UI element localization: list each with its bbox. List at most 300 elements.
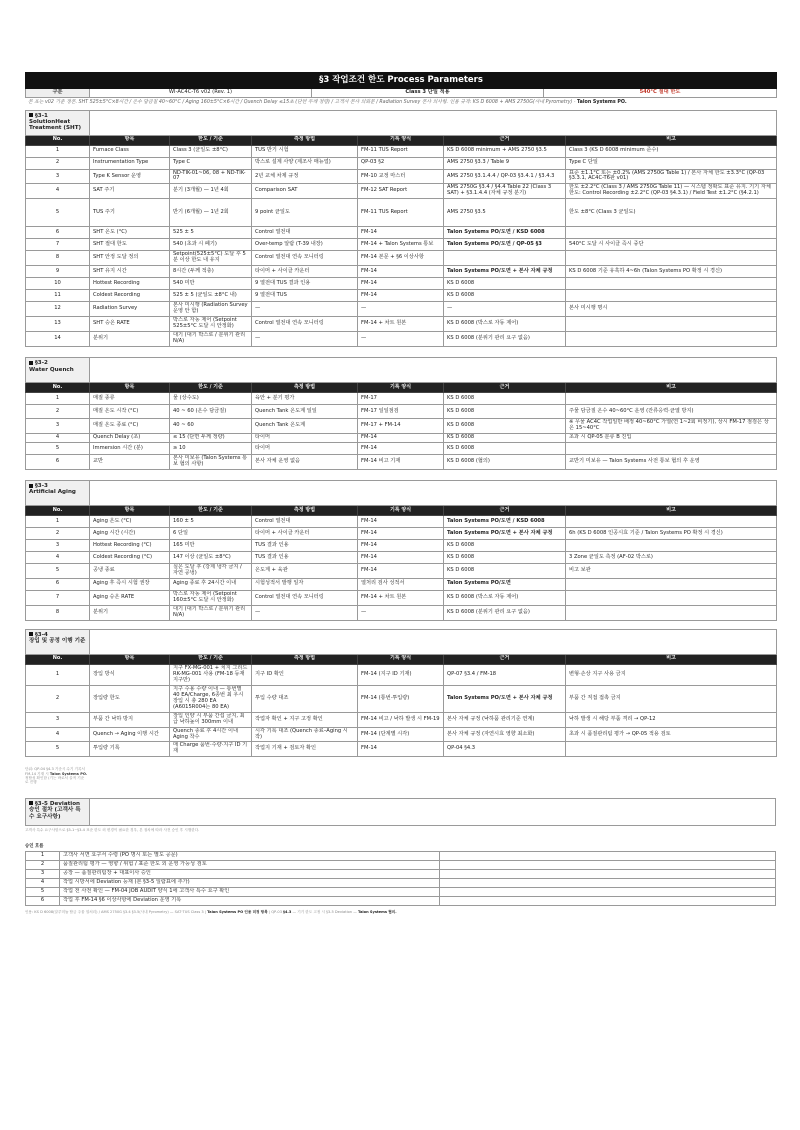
page-title: §3 작업조건 한도 Process Parameters <box>26 73 777 89</box>
remark-cell: 낙하 발생 시 해당 부품 격리 → QP-12 <box>566 712 777 727</box>
approval-row <box>26 888 776 897</box>
limit-cell: 박스로 자동 제어 (Setpoint 525±5°C 도달 시 안정화) <box>170 317 252 332</box>
top-note: 본 표는 v02 기준 정본. SHT 525±5°C×8시간 / 온수 담금질 40~60°C / Aging 160±5°C×6시간 / Quench Delay ≤15초 (단면 두께 정량) / 고객사 본사 의뢰분 / Radiation Survey 본사 의사형. 인용 규격: KS D 6008 + AMS 2750G(사내 Pyrometry) · Talon Systems PO. <box>28 100 627 105</box>
row-number: 13 <box>26 317 90 332</box>
limit-cell: 실온 도달 후 (강제 냉각 금지 / 자연 공냉) <box>170 564 252 579</box>
column-header: 비고 <box>566 383 777 393</box>
section-header <box>26 110 90 135</box>
method-cell: — <box>252 332 358 347</box>
form-cell: FM-14 <box>358 742 444 757</box>
column-header: 근거 <box>444 383 566 393</box>
column-header: 측정 방법 <box>252 506 358 516</box>
form-cell: FM-14 + 차트 원본 <box>358 590 444 605</box>
method-cell: 시각 기록 대조 (Quench 종료–Aging 시작) <box>252 727 358 742</box>
item-cell: 매질 온도 종료 (°C) <box>90 419 170 434</box>
method-cell: Control 열전대 <box>252 516 358 528</box>
step-number: 4 <box>26 879 60 888</box>
step-text: 고객사 서면 요구서 수령 (PO 명시 또는 별도 공문) <box>60 852 440 861</box>
remark-cell: 540°C 도달 시 사이클 즉시 중단 <box>566 239 777 251</box>
row-number: 5 <box>26 199 90 227</box>
limit-cell: Setpoint(525±5°C) 도달 후 5분 이상 한도 내 유지 <box>170 251 252 266</box>
limit-cell: 박스로 자동 제어 (Setpoint 160±5°C 도달 시 안정화) <box>170 590 252 605</box>
column-header: 근거 <box>444 506 566 516</box>
form-cell: FM-17 일일점검 <box>358 405 444 419</box>
limit-cell: 8시간 (두께 적층) <box>170 266 252 278</box>
remark-cell: 3 Zone 균일도 측정 (AF-02 박스로) <box>566 552 777 564</box>
form-cell: FM-14 (지구 ID 기재) <box>358 664 444 685</box>
row-number: 2 <box>26 157 90 169</box>
column-header: 항목 <box>90 654 170 664</box>
item-cell: Coldest Recording (°C) <box>90 552 170 564</box>
table-row <box>26 516 777 528</box>
table-row <box>26 455 777 470</box>
item-cell: 분위기 <box>90 605 170 620</box>
remark-cell: 비고 보관 <box>566 564 777 579</box>
square-icon <box>29 361 33 365</box>
row-number: 3 <box>26 169 90 184</box>
basis-cell: Talon Systems PO/도면 <box>444 578 566 590</box>
remark-cell: 초과 시 QP-05 분류 B 진입 <box>566 434 777 443</box>
basis-cell: 본사 자체 규정 (자연시효 영향 최소화) <box>444 727 566 742</box>
limit-cell: 매 Charge 품번·수량·지구 ID 기재 <box>170 742 252 757</box>
form-cell: — <box>358 302 444 317</box>
remark-cell: 한도 ±2.2°C (Class 3 / AMS 2750G Table 11) — 시스템 정확도 표준 유지. 기기 자체 한도: Control Recording ±2.2°C (QP-03 §4.3.1) / Field Test ±1.2°C (§4.2.1) <box>566 184 777 199</box>
row-number: 4 <box>26 552 90 564</box>
basis-cell: AMS 2750 §3.3 / Table 9 <box>444 157 566 169</box>
form-cell: FM-14 비고 기재 <box>358 455 444 470</box>
item-cell: Hottest Recording <box>90 278 170 290</box>
table-row <box>26 552 777 564</box>
method-cell: 타이머 + 사이클 카운터 <box>252 528 358 540</box>
remark-cell <box>566 332 777 347</box>
limit-cell: 지구 수용 수량 이내 — 통번별 40 EA/Charge, 6종번 최 우시 장입 시 총 280 EA (A6015R004는 80 EA) <box>170 685 252 712</box>
remark-cell <box>566 278 777 290</box>
basis-cell: KS D 6008 <box>444 405 566 419</box>
item-cell: Quench Delay (초) <box>90 434 170 443</box>
column-header: 측정 방법 <box>252 383 358 393</box>
form-cell: QP-03 §2 <box>358 157 444 169</box>
form-cell: FM-17 <box>358 393 444 405</box>
row-number: 4 <box>26 184 90 199</box>
basis-cell: KS D 6008 <box>444 290 566 302</box>
item-cell: Immersion 시간 (분) <box>90 443 170 455</box>
limit-cell: ≤ 15 (단면 두께 정량) <box>170 434 252 443</box>
step-text: 공장 — 품질관리팀장 + 대표이사 승인 <box>60 870 440 879</box>
method-cell: Comparison SAT <box>252 184 358 199</box>
item-cell: SHT 승온 RATE <box>90 317 170 332</box>
method-cell: 투입 수량 대조 <box>252 685 358 712</box>
form-cell: 열처리 검사 성적서 <box>358 578 444 590</box>
approval-row <box>26 861 776 870</box>
square-icon <box>29 801 33 805</box>
limit-cell: 반기 (6개월) — 1년 2회 <box>170 199 252 227</box>
step-text: 작업 전 사전 확인 — FM-04 JOB AUDIT 양식 1에 고객사 특수 요구 확인 <box>60 888 440 897</box>
remark-cell <box>566 290 777 302</box>
table-row <box>26 434 777 443</box>
remark-cell <box>566 578 777 590</box>
table-row <box>26 727 777 742</box>
item-cell: TUS 주기 <box>90 199 170 227</box>
remark-cell: 6h (KS D 6008 인공시효 기준 / Talon Systems PO 확정 시 경신) <box>566 528 777 540</box>
item-cell: Radiation Survey <box>90 302 170 317</box>
form-cell: FM-17 + FM-14 <box>358 419 444 434</box>
remark-cell <box>566 393 777 405</box>
remark-cell <box>566 227 777 239</box>
approval-row <box>26 852 776 861</box>
remark-cell: ※ 우물 AC4C 작업일반 배정 40~60°C 가열(연 1~2회 비정기), 상시 FM-17 점검은 상온 15~40°C <box>566 419 777 434</box>
step-number: 5 <box>26 888 60 897</box>
section-table <box>25 110 777 348</box>
header-table <box>25 72 777 98</box>
form-cell: FM-14 본문 + §6 이상사항 <box>358 251 444 266</box>
method-cell: 박스로 설계 사양 (제조사 매뉴얼) <box>252 157 358 169</box>
basis-cell: Talon Systems PO/도면 + 본사 자체 규정 <box>444 528 566 540</box>
method-cell: 타이머 <box>252 434 358 443</box>
method-cell: Over-temp 알람 (T-39 내장) <box>252 239 358 251</box>
basis-cell: KS D 6008 <box>444 434 566 443</box>
table-row <box>26 443 777 455</box>
section-tag: §3-2 <box>35 360 48 367</box>
section-header <box>26 358 90 383</box>
form-cell: FM-14 <box>358 434 444 443</box>
section-tag: §3-4 <box>35 631 48 638</box>
limit-cell: 40 ~ 60 (온수 담금질) <box>170 405 252 419</box>
row-number: 14 <box>26 332 90 347</box>
limit-cell: 대기 (대기 박스로 / 분위기 관리 N/A) <box>170 332 252 347</box>
section-title: SolutionHeat Treatment (SHT) <box>29 118 82 132</box>
limit-cell: Class 3 (균일도 ±8°C) <box>170 145 252 157</box>
remark-cell <box>566 443 777 455</box>
table-row <box>26 199 777 227</box>
table-row <box>26 393 777 405</box>
column-header: No. <box>26 506 90 516</box>
section-header <box>26 481 90 506</box>
method-cell: 육안 + 분기 평가 <box>252 393 358 405</box>
square-icon <box>29 484 33 488</box>
table-row <box>26 528 777 540</box>
limit-cell: 물 (상수도) <box>170 393 252 405</box>
item-cell: SAT 주기 <box>90 184 170 199</box>
method-cell: Quench Tank 온도계 일일 <box>252 405 358 419</box>
approval-row <box>26 897 776 906</box>
form-cell: FM-14 (통번·투입량) <box>358 685 444 712</box>
step-number: 2 <box>26 861 60 870</box>
column-header: 기록 양식 <box>358 654 444 664</box>
form-cell: FM-14 <box>358 227 444 239</box>
remark-cell: 초과 시 품질관리팀 평가 → QP-05 적용 검토 <box>566 727 777 742</box>
item-cell: Quench → Aging 이행 시간 <box>90 727 170 742</box>
row-number: 7 <box>26 239 90 251</box>
approval-row <box>26 879 776 888</box>
row-number: 1 <box>26 393 90 405</box>
row-number: 8 <box>26 251 90 266</box>
deviation-tag: §3-5 Deviation <box>35 800 81 807</box>
basis-cell: 본사 자체 규정 (낙하품 관리기준 연계) <box>444 712 566 727</box>
row-number: 5 <box>26 564 90 579</box>
column-header: No. <box>26 383 90 393</box>
limit-cell: Aging 종료 후 24시간 이내 <box>170 578 252 590</box>
section-title: Water Quench <box>29 366 74 373</box>
remark-cell <box>566 251 777 266</box>
basis-cell: Talon Systems PO/도면 / KSD 6008 <box>444 227 566 239</box>
footer: 인용: KS D 6008(알루미늄 합금 주물 열처리) / AMS 2750G §3.4 §3.5(사내 Pyrometry) — SAT·TUS Class 3 | Talon Systems PO 인용 미정 항목 | QP-03 §4.3 — 기기 한도 고정 시 §3-5 Deviation — Talon Systems 협의. <box>25 910 397 915</box>
limit-cell: 540 미만 <box>170 278 252 290</box>
table-row <box>26 184 777 199</box>
limit-cell: 본사 미시행 (Radiation Survey 운영 안 함) <box>170 302 252 317</box>
table-row <box>26 302 777 317</box>
method-cell: 2년 교체 차제 규정 <box>252 169 358 184</box>
row-number: 6 <box>26 227 90 239</box>
basis-cell: Talon Systems PO/도면 + 본사 자체 규정 <box>444 685 566 712</box>
row-number: 1 <box>26 145 90 157</box>
column-header: 측정 방법 <box>252 135 358 145</box>
item-cell: Instrumentation Type <box>90 157 170 169</box>
row-number: 1 <box>26 664 90 685</box>
row-number: 4 <box>26 727 90 742</box>
method-cell: 9 point 균일도 <box>252 199 358 227</box>
table-row <box>26 742 777 757</box>
section-tag: §3-3 <box>35 483 48 490</box>
form-cell: FM-14 <box>358 516 444 528</box>
limit-cell: 525 ± 5 (균일도 ±8°C 내) <box>170 290 252 302</box>
item-cell: SHT 절대 한도 <box>90 239 170 251</box>
basis-cell: Talon Systems PO/도면 / QP-05 §3 <box>444 239 566 251</box>
basis-cell: AMS 2750 §3.5 <box>444 199 566 227</box>
section-title: Artificial Aging <box>29 489 76 496</box>
table-row <box>26 405 777 419</box>
class-mode: Class 3 단일 적용 <box>312 89 544 98</box>
basis-cell: KS D 6008 <box>444 443 566 455</box>
remark-cell <box>566 742 777 757</box>
item-cell: SHT 안정 도달 정의 <box>90 251 170 266</box>
column-header: 항목 <box>90 506 170 516</box>
row-number: 3 <box>26 712 90 727</box>
approval-row <box>26 870 776 879</box>
column-header: 한도 / 기준 <box>170 654 252 664</box>
item-cell: 장입량 한도 <box>90 685 170 712</box>
remark-cell: 본사 미시행 명시 <box>566 302 777 317</box>
step-number: 3 <box>26 870 60 879</box>
method-cell: 온도계 + 육관 <box>252 564 358 579</box>
row-number: 10 <box>26 278 90 290</box>
table-row <box>26 157 777 169</box>
row-number: 7 <box>26 590 90 605</box>
item-cell: 매질 종류 <box>90 393 170 405</box>
form-cell: FM-14 <box>358 552 444 564</box>
method-cell: TUS 반기 시험 <box>252 145 358 157</box>
remark-cell: 교반기 미보유 — Talon Systems 사전 통보 협의 후 운영 <box>566 455 777 470</box>
deviation-title: 승인 절차 (고객사 특수 요구사항) <box>29 807 81 820</box>
step-text: 작업 후 FM-14 §6 이상사항에 Deviation 운영 기록 <box>60 897 440 906</box>
doc-number: WI-AC4C-T6 v02 (Rev. 1) <box>90 89 312 98</box>
form-cell: FM-14 + Talon Systems 통보 <box>358 239 444 251</box>
limit-cell: Quench 종료 후 4시간 이내 Aging 착수 <box>170 727 252 742</box>
basis-cell: KS D 6008 (협의) <box>444 455 566 470</box>
column-header: 근거 <box>444 654 566 664</box>
method-cell: 지구 ID 확인 <box>252 664 358 685</box>
remark-cell: Class 3 (KS D 6008 minimum 준수) <box>566 145 777 157</box>
basis-cell: KS D 6008 <box>444 552 566 564</box>
item-cell: Hottest Recording (°C) <box>90 540 170 552</box>
section-table <box>25 357 777 470</box>
table-row <box>26 332 777 347</box>
section-title: 장입 및 공정 이행 기준 <box>29 638 86 645</box>
basis-cell: Talon Systems PO/도면 / KSD 6008 <box>444 516 566 528</box>
method-cell: 9 열전대 TUS 결과 인용 <box>252 278 358 290</box>
item-cell: 교반 <box>90 455 170 470</box>
remark-cell <box>566 516 777 528</box>
approval-title: 승인 흐름 <box>25 844 44 850</box>
row-number: 4 <box>26 434 90 443</box>
basis-cell: QP-07 §3.4 / FM-18 <box>444 664 566 685</box>
table-row <box>26 239 777 251</box>
form-cell: FM-14 비고 / 낙하 발생 시 FM-19 <box>358 712 444 727</box>
remark-cell <box>566 605 777 620</box>
form-cell: FM-14 <box>358 266 444 278</box>
deviation-section <box>25 798 776 826</box>
remark-cell: Type C 단일 <box>566 157 777 169</box>
form-cell: FM-14 <box>358 278 444 290</box>
limit-cell: 본사 미보유 (Talon Systems 통보 협의 사항) <box>170 455 252 470</box>
row-number: 6 <box>26 578 90 590</box>
basis-cell: AMS 2750 §3.1.4.4 / QP-03 §3.4.1 / §3.4.3 <box>444 169 566 184</box>
row-number: 3 <box>26 419 90 434</box>
limit-cell: 대기 (대기 박스로 / 분위기 관리 N/A) <box>170 605 252 620</box>
form-cell: FM-12 SAT Report <box>358 184 444 199</box>
form-cell: FM-14 <box>358 564 444 579</box>
item-cell: Type K Sensor 운영 <box>90 169 170 184</box>
small-notes: 단위: QP-04 §4.3 기준시 수기 기록서 FM-14 기재 시 Talon Systems PO. 정합성 확인함 (기는 바로서 골적 기준 로 진행 <box>25 767 88 784</box>
column-header: 한도 / 기준 <box>170 506 252 516</box>
column-header: 비고 <box>566 506 777 516</box>
table-row <box>26 419 777 434</box>
remark-cell: 변형·손상 지구 사용 금지 <box>566 664 777 685</box>
remark-cell <box>566 317 777 332</box>
column-header: 항목 <box>90 383 170 393</box>
form-cell: — <box>358 332 444 347</box>
row-number: 12 <box>26 302 90 317</box>
method-cell: 시험성적서 발행 일자 <box>252 578 358 590</box>
table-row <box>26 266 777 278</box>
limit-cell: 40 ~ 60 <box>170 419 252 434</box>
limit-cell: ND-TIK-01~06, 08 + ND-TIK-07 <box>170 169 252 184</box>
column-header: No. <box>26 135 90 145</box>
form-cell: FM-14 <box>358 290 444 302</box>
limit-cell: 160 ± 5 <box>170 516 252 528</box>
column-header: 비고 <box>566 654 777 664</box>
basis-cell: — <box>444 302 566 317</box>
basis-cell: KS D 6008 <box>444 564 566 579</box>
method-cell: Control 열전대 연속 모니터링 <box>252 251 358 266</box>
item-cell: 공냉 종료 <box>90 564 170 579</box>
remark-cell: 주물 담금질 온수 40~60°C 운영 (잔류응력·균열 방지) <box>566 405 777 419</box>
method-cell: TUS 결과 인용 <box>252 540 358 552</box>
method-cell: — <box>252 605 358 620</box>
form-cell: FM-14 + 차트 원본 <box>358 317 444 332</box>
table-row <box>26 145 777 157</box>
step-text: 품질관리팀 평가 — 영향 / 위험 / 표준 한도 외 운영 가능성 검토 <box>60 861 440 870</box>
remark-cell: KS D 6008 기준 유혹하 4~6h (Talon Systems PO 확정 시 경신) <box>566 266 777 278</box>
row-number: 2 <box>26 685 90 712</box>
remark-cell <box>566 540 777 552</box>
method-cell: TUS 결과 인용 <box>252 552 358 564</box>
method-cell: 본사 자체 운영 없음 <box>252 455 358 470</box>
item-cell: SHT 유지 시간 <box>90 266 170 278</box>
basis-cell: QP-04 §4.3 <box>444 742 566 757</box>
square-icon <box>29 113 33 117</box>
method-cell: — <box>252 302 358 317</box>
basis-cell <box>444 251 566 266</box>
square-icon <box>29 632 33 636</box>
item-cell: Aging 시간 (시간) <box>90 528 170 540</box>
form-cell: FM-14 <box>358 528 444 540</box>
table-row <box>26 251 777 266</box>
section-table <box>25 480 777 621</box>
basis-cell: KS D 6008 <box>444 278 566 290</box>
method-cell: Control 열전대 <box>252 227 358 239</box>
form-cell: FM-14 <box>358 443 444 455</box>
table-row <box>26 664 777 685</box>
table-row <box>26 169 777 184</box>
header-label: 구분 <box>26 89 90 98</box>
row-number: 11 <box>26 290 90 302</box>
limit-cell: 525 ± 5 <box>170 227 252 239</box>
method-cell: Control 열전대 연속 모니터링 <box>252 590 358 605</box>
item-cell: 투입량 기록 <box>90 742 170 757</box>
limit-cell: 분기 (3개월) — 1년 4회 <box>170 184 252 199</box>
item-cell: 장입 방식 <box>90 664 170 685</box>
column-header: 기록 양식 <box>358 383 444 393</box>
form-cell: FM-10 교정 마스터 <box>358 169 444 184</box>
method-cell: 작업지 기재 + 검토자 확인 <box>252 742 358 757</box>
step-text: 작업 시방서에 Deviation 등재 (본 §3-5 일람표에 추가) <box>60 879 440 888</box>
item-cell: 매질 온도 시작 (°C) <box>90 405 170 419</box>
column-header: 비고 <box>566 135 777 145</box>
limit-cell: 지구 FX-MG-001 + 치지 그리드 RK-MG-001 사용 (FM-18 등재 지구만) <box>170 664 252 685</box>
basis-cell: KS D 6008 <box>444 540 566 552</box>
basis-cell: Talon Systems PO/도면 + 본사 자체 규정 <box>444 266 566 278</box>
approval-table <box>25 851 776 906</box>
table-row <box>26 590 777 605</box>
document-page <box>25 72 776 914</box>
method-cell: 타이머 + 사이클 카운터 <box>252 266 358 278</box>
column-header: 한도 / 기준 <box>170 135 252 145</box>
row-number: 2 <box>26 528 90 540</box>
form-cell: FM-11 TUS Report <box>358 145 444 157</box>
table-row <box>26 712 777 727</box>
column-header: 기록 양식 <box>358 135 444 145</box>
form-cell: FM-11 TUS Report <box>358 199 444 227</box>
remark-cell: 표준 ±1.1°C 또는 ±0.2% (AMS 2750G Table 1) / 본사 자체 한도 ±3.3°C (QP-03 §3.3.1, AC4C-T6판 v01) <box>566 169 777 184</box>
remark-cell <box>566 590 777 605</box>
absolute-limit: 540°C 절대 한도 <box>544 89 777 98</box>
limit-cell: 147 이상 (균일도 ±8°C) <box>170 552 252 564</box>
method-cell: 타이머 <box>252 443 358 455</box>
column-header: No. <box>26 654 90 664</box>
table-row <box>26 290 777 302</box>
row-number: 1 <box>26 516 90 528</box>
table-row <box>26 685 777 712</box>
basis-cell: KS D 6008 minimum + AMS 2750 §3.5 <box>444 145 566 157</box>
method-cell: Control 열전대 연속 모니터링 <box>252 317 358 332</box>
deviation-note: 고객사 특수 요구사항으로 §3-1~§3-4 표준 한도 외 변경이 필요한 경우, 본 절차에 따라 사전 승인 후 시행한다. <box>25 827 200 832</box>
section-tag: §3-1 <box>35 112 48 119</box>
section-table <box>25 629 777 758</box>
step-number: 6 <box>26 897 60 906</box>
row-number: 5 <box>26 443 90 455</box>
table-row <box>26 278 777 290</box>
basis-cell: AMS 2750G §3.4 / §4.4 Table 22 (Class 3 SAT) + §3.1.4.4 (자체 규정 분기) <box>444 184 566 199</box>
